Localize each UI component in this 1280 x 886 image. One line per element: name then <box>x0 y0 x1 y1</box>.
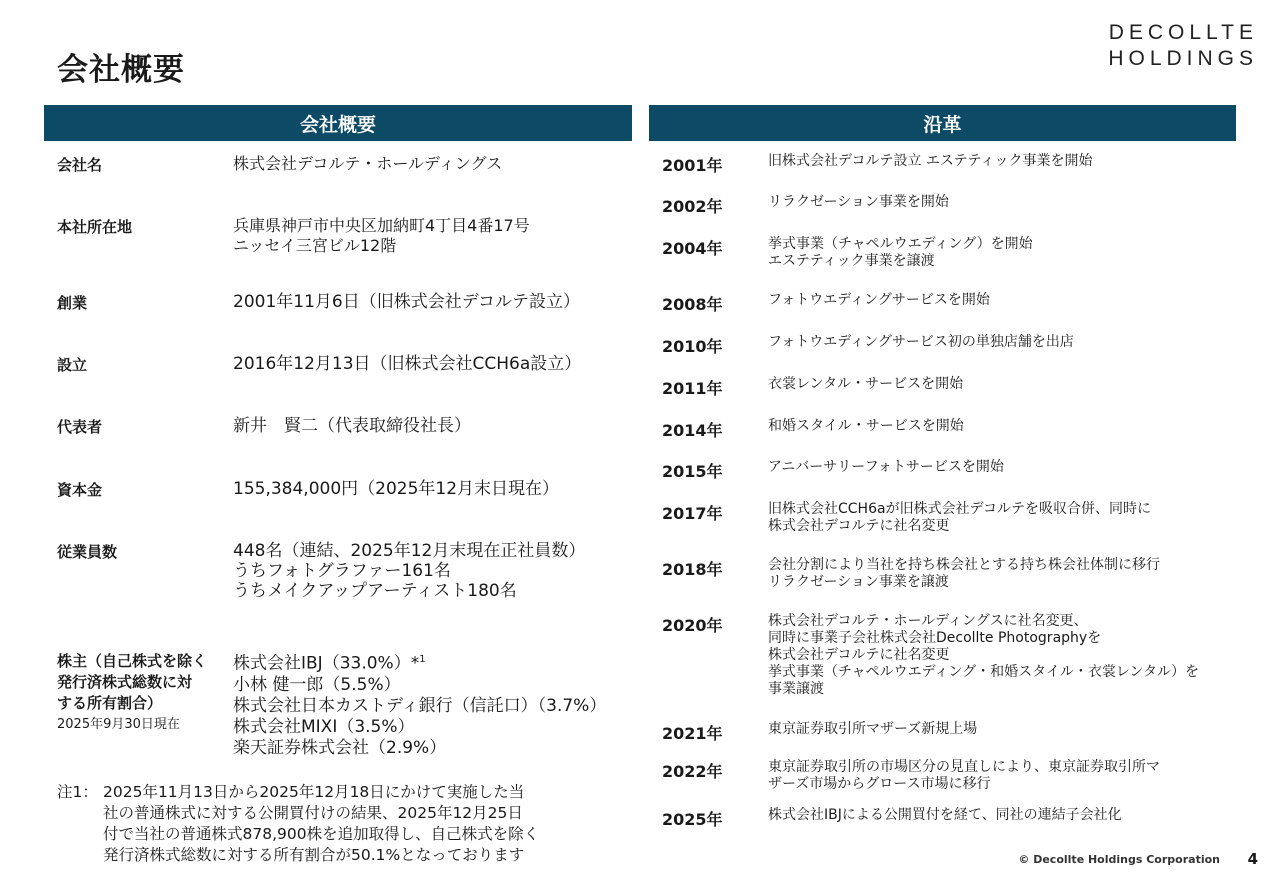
history-desc <box>768 194 1238 211</box>
overview-value <box>233 292 633 312</box>
history-desc <box>768 759 1238 793</box>
shareholders-label-line: する所有割合） <box>57 694 163 712</box>
history-line: 旧株式会社CCH6aが旧株式会社デコルテを吸収合併、同時に <box>768 501 1152 517</box>
history-line: 東京証券取引所マザーズ新規上場 <box>768 721 978 737</box>
overview-value <box>233 354 633 374</box>
history-desc <box>768 807 1238 824</box>
history-line: フォトウエディングサービス初の単独店舗を出店 <box>768 334 1074 350</box>
history-line: 株式会社デコルテに社名変更 <box>768 647 950 663</box>
history-desc <box>768 376 1238 393</box>
overview-value <box>233 541 633 601</box>
overview-label: 設立 <box>57 356 88 374</box>
history-line: 株式会社デコルテに社名変更 <box>768 518 950 534</box>
shareholder-item <box>233 649 606 675</box>
overview-value-line: うちフォトグラファー161名 <box>233 561 451 581</box>
history-header: 沿革 <box>649 105 1236 141</box>
history-year: 2010年 <box>662 337 723 356</box>
company-logo <box>1108 20 1258 72</box>
overview-value <box>233 216 633 256</box>
overview-value-line: 2001年11月6日（旧株式会社デコルテ設立） <box>233 292 581 312</box>
history-desc <box>768 721 1238 738</box>
history-year: 2022年 <box>662 762 723 781</box>
shareholders-list <box>233 649 606 759</box>
history-year: 2017年 <box>662 504 723 523</box>
overview-label: 従業員数 <box>57 543 118 561</box>
history-line: 和婚スタイル・サービスを開始 <box>768 418 964 434</box>
copyright: © Decollte Holdings Corporation <box>1018 853 1220 866</box>
shareholders-label-line: 株主（自己株式を除く <box>57 652 208 670</box>
footnote-line: 発行済株式総数に対する所有割合が50.1%となっております <box>103 846 525 864</box>
logo-line-2: HOLDINGS <box>1108 47 1258 70</box>
history-year: 2021年 <box>662 724 723 743</box>
history-line: ザーズ市場からグロース市場に移行 <box>768 776 991 792</box>
shareholder-item: 株式会社日本カストディ銀行（信託口）（3.7%） <box>233 695 607 716</box>
overview-value <box>233 416 633 436</box>
shareholder-item: 楽天証券株式会社（2.9%） <box>233 737 447 758</box>
history-desc <box>768 459 1238 476</box>
history-desc <box>768 501 1238 535</box>
history-desc <box>768 153 1238 170</box>
overview-value-line: ニッセイ三宮ビル12階 <box>233 236 397 255</box>
overview-value-line: 448名（連結、2025年12月末現在正社員数） <box>233 541 586 561</box>
overview-label: 創業 <box>57 294 88 312</box>
overview-label: 代表者 <box>57 418 103 436</box>
overview-value <box>233 479 633 499</box>
overview-value <box>233 154 633 174</box>
history-year: 2001年 <box>662 156 723 175</box>
history-year: 2002年 <box>662 197 723 216</box>
history-year: 2014年 <box>662 421 723 440</box>
history-year: 2025年 <box>662 810 723 829</box>
shareholders-label-line: 発行済株式総数に対 <box>57 673 193 691</box>
history-line: リラクゼーション事業を譲渡 <box>768 574 949 590</box>
history-line: 挙式事業（チャペルウエディング・和婚スタイル・衣裳レンタル）を <box>768 664 1199 680</box>
overview-value-line: うちメイクアップアーティスト180名 <box>233 581 517 601</box>
footnote-mark: 注1： <box>57 783 98 801</box>
overview-value-line: 155,384,000円（2025年12月末日現在） <box>233 479 560 499</box>
shareholder-item: 小林 健一郎（5.5%） <box>233 674 401 695</box>
history-line: 会社分割により当社を持ち株会社とする持ち株会社体制に移行 <box>768 557 1160 573</box>
overview-label: 本社所在地 <box>57 218 133 236</box>
overview-value-line: 新井 賢二（代表取締役社長） <box>233 416 471 436</box>
footnote <box>57 782 617 866</box>
history-desc <box>768 557 1238 591</box>
history-line: 東京証券取引所の市場区分の見直しにより、東京証券取引所マ <box>768 759 1160 775</box>
page-number: 4 <box>1247 850 1258 868</box>
shareholders-date: 2025年9月30日現在 <box>57 717 180 732</box>
footnote-line: 付で当社の普通株式878,900株を追加取得し、自己株式を除く <box>103 825 540 843</box>
history-desc <box>768 613 1238 698</box>
history-line: エステティック事業を譲渡 <box>768 253 935 269</box>
history-line: フォトウエディングサービスを開始 <box>768 292 990 308</box>
overview-header: 会社概要 <box>44 105 632 141</box>
shareholders-label <box>57 651 227 735</box>
history-desc <box>768 236 1238 270</box>
history-line: リラクゼーション事業を開始 <box>768 194 949 210</box>
history-line: 株式会社IBJによる公開買付を経て、同社の連結子会社化 <box>768 807 1122 823</box>
history-line: 事業譲渡 <box>768 681 824 697</box>
footnote-line: 社の普通株式に対する公開買付けの結果、2025年12月25日 <box>103 804 523 822</box>
overview-label: 会社名 <box>57 156 103 174</box>
history-line: 株式会社デコルテ・ホールディングスに社名変更、 <box>768 613 1088 629</box>
history-line: 衣裳レンタル・サービスを開始 <box>768 376 964 392</box>
history-line: 旧株式会社デコルテ設立 エステティック事業を開始 <box>768 153 1093 169</box>
overview-value-line: 2016年12月13日（旧株式会社CCH6a設立） <box>233 354 582 374</box>
history-line: アニバーサリーフォトサービスを開始 <box>768 459 1004 475</box>
history-desc <box>768 334 1238 351</box>
footnote-ref: 1 <box>419 654 426 665</box>
history-line: 挙式事業（チャペルウエディング）を開始 <box>768 236 1033 252</box>
history-year: 2011年 <box>662 379 723 398</box>
history-year: 2018年 <box>662 560 723 579</box>
shareholder-name: 株式会社IBJ（33.0%）* <box>233 653 420 674</box>
shareholder-item: 株式会社MIXI（3.5%） <box>233 716 415 737</box>
overview-value-line: 株式会社デコルテ・ホールディングス <box>233 154 503 173</box>
logo-line-1: DECOLLTE <box>1108 21 1258 44</box>
history-line: 同時に事業子会社株式会社Decollte Photographyを <box>768 630 1102 646</box>
history-year: 2008年 <box>662 295 723 314</box>
overview-label: 資本金 <box>57 481 103 499</box>
history-year: 2004年 <box>662 239 723 258</box>
footnote-line: 2025年11月13日から2025年12月18日にかけて実施した当 <box>103 783 525 801</box>
history-year: 2015年 <box>662 462 723 481</box>
overview-value-line: 兵庫県神戸市中央区加納町4丁目4番17号 <box>233 216 530 235</box>
history-year: 2020年 <box>662 616 723 635</box>
history-desc <box>768 292 1238 309</box>
history-desc <box>768 418 1238 435</box>
page-title: 会社概要 <box>57 52 185 88</box>
